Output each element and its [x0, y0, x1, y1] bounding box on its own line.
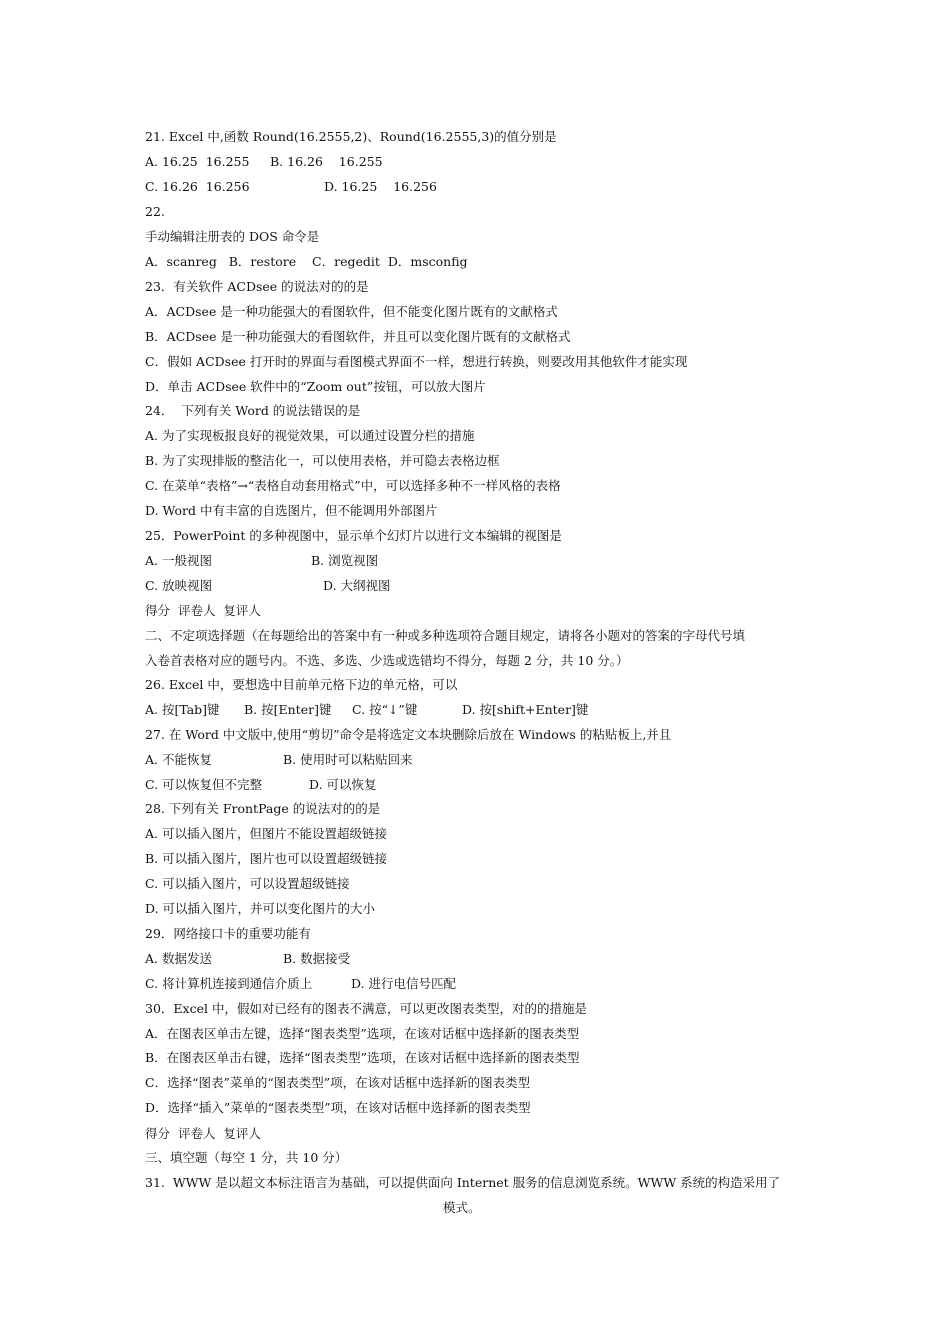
- q24-option-b: B. 为了实现排版的整洁化一，可以使用表格，并可隐去表格边框: [145, 453, 500, 468]
- q26-option-d: D. 按[shift+Enter]键: [462, 702, 589, 717]
- q23-option-c: C．假如 ACDsee 打开时的界面与看图模式界面不一样，想进行转换，则要改用其他软件才能实现: [145, 354, 688, 369]
- q29-option-c: C. 将计算机连接到通信介质上: [145, 976, 313, 991]
- q27-option-d: D. 可以恢复: [309, 777, 377, 792]
- q28-stem: 28. 下列有关 FrontPage 的说法对的的是: [145, 801, 381, 816]
- score-row: 得分 评卷人 复评人: [145, 1126, 261, 1141]
- q24-option-d: D. Word 中有丰富的自选图片，但不能调用外部图片: [145, 503, 438, 518]
- q28-option-c: C. 可以插入图片，可以设置超级链接: [145, 876, 350, 891]
- q25-option-b: B. 浏览视图: [311, 553, 379, 568]
- q25-option-a: A. 一般视图: [145, 553, 212, 568]
- q21-stem: 21. Excel 中,函数 Round(16.2555,2)、Round(16.2555,3)的值分别是: [145, 129, 557, 144]
- q25-stem: 25．PowerPoint 的多种视图中，显示单个幻灯片以进行文本编辑的视图是: [145, 528, 562, 543]
- q27-option-b: B. 使用时可以粘贴回来: [283, 752, 413, 767]
- q23-option-a: A．ACDsee 是一种功能强大的看图软件，但不能变化图片既有的文献格式: [145, 304, 558, 319]
- q21-option-c: C. 16.26 16.256: [145, 179, 250, 194]
- q21-option-d: D. 16.25 16.256: [324, 179, 437, 194]
- q30-stem: 30．Excel 中，假如对已经有的图表不满意，可以更改图表类型，对的的措施是: [145, 1001, 587, 1016]
- q26-option-c: C. 按“↓”键: [352, 702, 418, 717]
- q21-option-b: B. 16.26 16.255: [270, 154, 383, 169]
- q28-option-d: D. 可以插入图片，并可以变化图片的大小: [145, 901, 376, 916]
- q23-option-b: B．ACDsee 是一种功能强大的看图软件，并且可以变化图片既有的文献格式: [145, 329, 571, 344]
- q23-stem: 23．有关软件 ACDsee 的说法对的的是: [145, 279, 369, 294]
- section2-heading: 二、不定项选择题（在每题给出的答案中有一种或多种选项符合题目规定，请将各小题对的答案的字母代号填: [145, 628, 746, 643]
- q27-option-a: A. 不能恢复: [145, 752, 212, 767]
- q31-stem-cont: 模式。: [443, 1200, 481, 1215]
- q22-stem: 手动编辑注册表的 DOS 命令是: [145, 229, 320, 244]
- q25-option-c: C. 放映视图: [145, 578, 213, 593]
- q26-option-a: A. 按[Tab]键: [145, 702, 220, 717]
- section2-heading-cont: 入卷首表格对应的题号内。不选、多选、少选或选错均不得分，每题 2 分，共 10 分。）: [145, 653, 629, 668]
- q22-number: 22.: [145, 204, 165, 219]
- q30-option-c: C．选择“图表”菜单的“图表类型”项，在该对话框中选择新的图表类型: [145, 1075, 531, 1090]
- q24-option-c: C. 在菜单“表格”→“表格自动套用格式”中，可以选择多种不一样风格的表格: [145, 478, 561, 493]
- q22-options: A．scanreg B．restore C．regedit D．msconfig: [145, 254, 468, 269]
- q30-option-d: D．选择“插入”菜单的“图表类型”项，在该对话框中选择新的图表类型: [145, 1100, 531, 1115]
- q26-option-b: B. 按[Enter]键: [244, 702, 332, 717]
- q30-option-a: A．在图表区单击左键，选择“图表类型”选项，在该对话框中选择新的图表类型: [145, 1026, 580, 1041]
- q29-option-d: D. 进行电信号匹配: [351, 976, 457, 991]
- q29-option-a: A. 数据发送: [145, 951, 212, 966]
- q29-stem: 29．网络接口卡的重要功能有: [145, 926, 311, 941]
- q28-option-b: B. 可以插入图片，图片也可以设置超级链接: [145, 851, 388, 866]
- q30-option-b: B．在图表区单击右键，选择“图表类型”选项，在该对话框中选择新的图表类型: [145, 1050, 580, 1065]
- q24-stem: 24． 下列有关 Word 的说法错误的是: [145, 403, 361, 418]
- q25-option-d: D. 大纲视图: [323, 578, 391, 593]
- q26-stem: 26. Excel 中，要想选中目前单元格下边的单元格，可以: [145, 677, 458, 692]
- section3-heading: 三、填空题（每空 1 分，共 10 分）: [145, 1150, 348, 1165]
- q31-stem: 31. WWW 是以超文本标注语言为基础，可以提供面向 Internet 服务的信息浏览系统。WWW 系统的构造采用了: [145, 1175, 781, 1190]
- score-row: 得分 评卷人 复评人: [145, 603, 261, 618]
- q27-stem: 27. 在 Word 中文版中,使用“剪切”命令是将选定文本块删除后放在 Windows 的粘贴板上,并且: [145, 727, 672, 742]
- q27-option-c: C. 可以恢复但不完整: [145, 777, 263, 792]
- q29-option-b: B. 数据接受: [283, 951, 351, 966]
- q28-option-a: A. 可以插入图片，但图片不能设置超级链接: [145, 826, 387, 841]
- q23-option-d: D．单击 ACDsee 软件中的“Zoom out”按钮，可以放大图片: [145, 379, 486, 394]
- q24-option-a: A. 为了实现板报良好的视觉效果，可以通过设置分栏的措施: [145, 428, 475, 443]
- q21-option-a: A. 16.25 16.255: [145, 154, 250, 169]
